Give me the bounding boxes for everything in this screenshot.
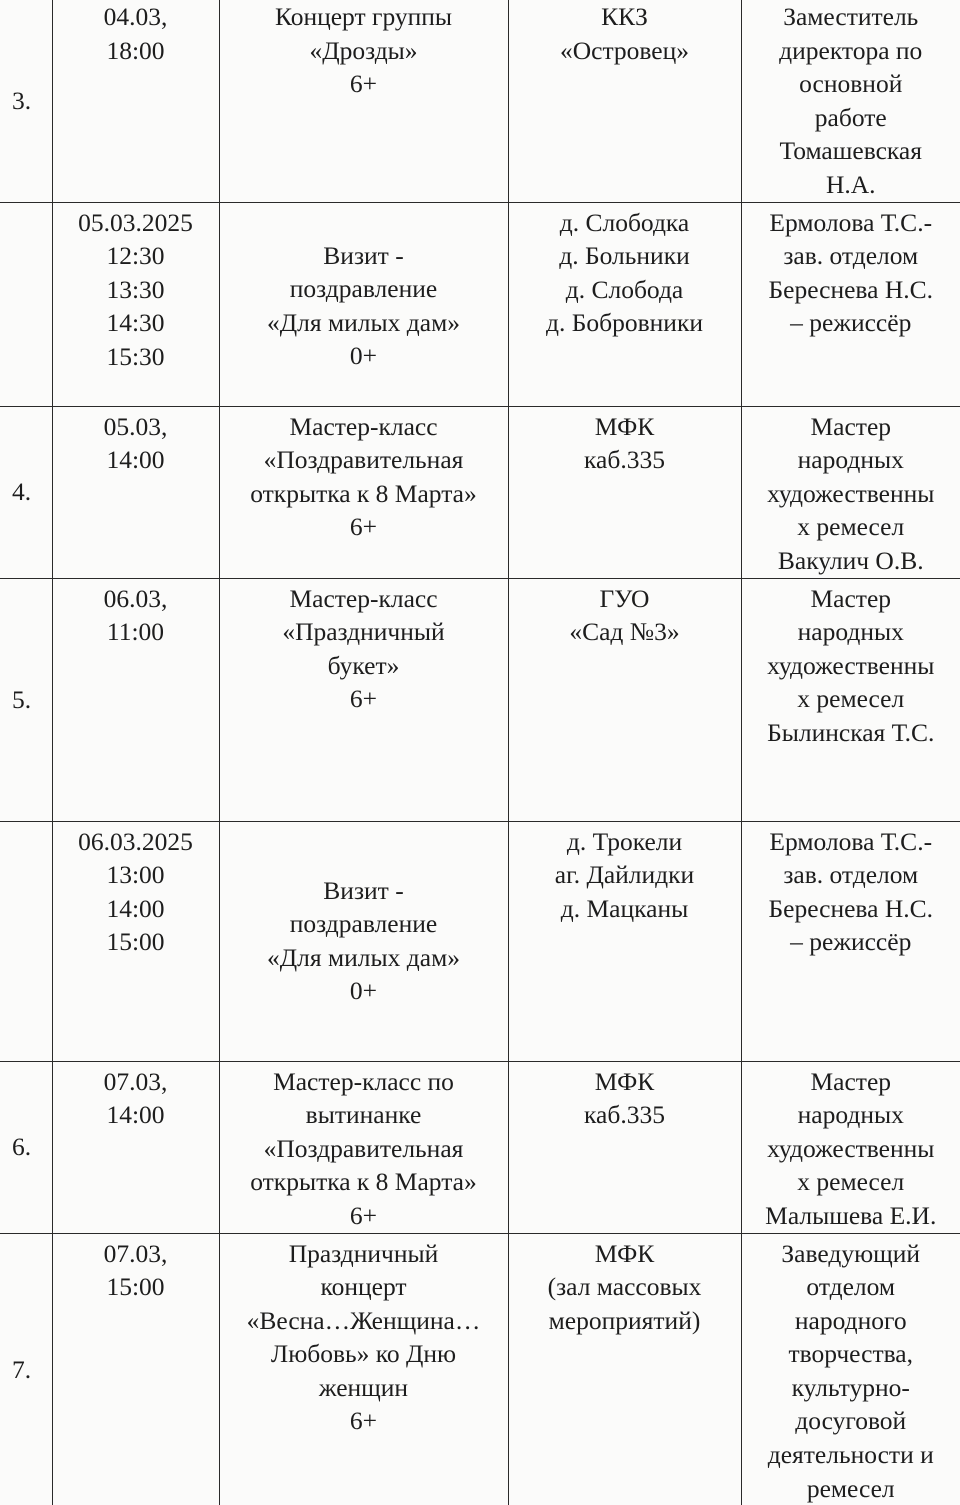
responsible-text: Береснева Н.С.: [742, 273, 960, 307]
date-text: 13:00: [53, 858, 219, 892]
event-text: «Для милых дам»: [220, 941, 508, 975]
date-text: 15:00: [53, 925, 219, 959]
event-text: 0+: [220, 974, 508, 1008]
date-cell: [52, 578, 219, 821]
num-cell: [0, 1233, 52, 1505]
date-text: 13:30: [53, 273, 219, 307]
responsible-text: Заведующий: [742, 1237, 960, 1271]
date-text: 15:00: [53, 1270, 219, 1304]
num-cell: [0, 1061, 52, 1233]
table-row: [0, 821, 960, 1061]
event-text: открытка к 8 Марта»: [220, 1165, 508, 1199]
place-text: каб.335: [509, 1098, 741, 1132]
table-row: [0, 1061, 960, 1233]
responsible-text: Малышева Е.И.: [742, 1199, 960, 1233]
place-text: д. Мацканы: [509, 892, 741, 926]
responsible-text: Береснева Н.С.: [742, 892, 960, 926]
date-text: 11:00: [53, 615, 219, 649]
place-text: аг. Дайлидки: [509, 858, 741, 892]
table-row: [0, 202, 960, 406]
event-text: 6+: [220, 510, 508, 544]
event-text: «Дрозды»: [220, 34, 508, 68]
responsible-text: Былинская Т.С.: [742, 716, 960, 750]
responsible-text: народных: [742, 615, 960, 649]
date-text: 06.03,: [53, 582, 219, 616]
row-number: 4.: [12, 477, 31, 506]
event-text: женщин: [220, 1371, 508, 1405]
date-cell: [52, 202, 219, 406]
event-text: Любовь» ко Дню: [220, 1337, 508, 1371]
responsible-text: Томашевская: [742, 134, 960, 168]
responsible-text: народных: [742, 443, 960, 477]
responsible-text: х ремесел: [742, 682, 960, 716]
place-text: МФК: [509, 1237, 741, 1271]
event-text: Концерт группы: [220, 0, 508, 34]
event-text: «Поздравительная: [220, 1132, 508, 1166]
responsible-text: работе: [742, 101, 960, 135]
place-text: «Островец»: [509, 34, 741, 68]
place-cell: [508, 578, 741, 821]
table-row: [0, 0, 960, 202]
event-text: «Для милых дам»: [220, 306, 508, 340]
place-cell: [508, 0, 741, 202]
event-cell: [219, 202, 508, 406]
event-text: 6+: [220, 1404, 508, 1438]
responsible-text: Мастер: [742, 1065, 960, 1099]
place-text: МФК: [509, 1065, 741, 1099]
place-text: (зал массовых: [509, 1270, 741, 1304]
event-cell: [219, 1233, 508, 1505]
date-text: 14:00: [53, 1098, 219, 1132]
date-text: 18:00: [53, 34, 219, 68]
date-text: 12:30: [53, 239, 219, 273]
responsible-text: досуговой: [742, 1404, 960, 1438]
responsible-text: художественны: [742, 477, 960, 511]
responsible-text: Вакулич О.В.: [742, 544, 960, 578]
date-text: 06.03.2025: [53, 825, 219, 859]
date-cell: [52, 1061, 219, 1233]
date-text: 05.03.2025: [53, 206, 219, 240]
responsible-text: основной: [742, 67, 960, 101]
event-text: концерт: [220, 1270, 508, 1304]
date-cell: [52, 406, 219, 578]
table-row: [0, 578, 960, 821]
event-text: букет»: [220, 649, 508, 683]
responsible-text: Н.А.: [742, 168, 960, 202]
responsible-text: директора по: [742, 34, 960, 68]
event-text: вытинанке: [220, 1098, 508, 1132]
event-text: Праздничный: [220, 1237, 508, 1271]
responsible-text: культурно-: [742, 1371, 960, 1405]
responsible-text: Заместитель: [742, 0, 960, 34]
place-cell: [508, 406, 741, 578]
row-number: 6.: [12, 1132, 31, 1161]
place-text: д. Больники: [509, 239, 741, 273]
date-text: 14:00: [53, 892, 219, 926]
event-text: Визит -: [220, 239, 508, 273]
event-text: 0+: [220, 339, 508, 373]
event-cell: [219, 578, 508, 821]
place-text: мероприятий): [509, 1304, 741, 1338]
responsible-text: народного: [742, 1304, 960, 1338]
responsible-text: художественны: [742, 1132, 960, 1166]
event-text: «Весна…Женщина…: [220, 1304, 508, 1338]
responsible-text: зав. отделом: [742, 239, 960, 273]
place-text: ГУО: [509, 582, 741, 616]
responsible-text: творчества,: [742, 1337, 960, 1371]
responsible-text: ремесел: [742, 1472, 960, 1505]
date-cell: [52, 821, 219, 1061]
responsible-cell: [741, 821, 960, 1061]
event-text: 6+: [220, 67, 508, 101]
responsible-text: художественны: [742, 649, 960, 683]
row-number: 3.: [12, 86, 31, 115]
responsible-text: х ремесел: [742, 1165, 960, 1199]
table-row: [0, 1233, 960, 1505]
place-text: ККЗ: [509, 0, 741, 34]
place-text: д. Бобровники: [509, 306, 741, 340]
responsible-text: Ермолова Т.С.-: [742, 206, 960, 240]
event-cell: [219, 1061, 508, 1233]
num-cell: [0, 0, 52, 202]
date-text: 05.03,: [53, 410, 219, 444]
responsible-cell: [741, 406, 960, 578]
table-row: [0, 406, 960, 578]
event-text: Визит -: [220, 874, 508, 908]
responsible-text: – режиссёр: [742, 306, 960, 340]
responsible-cell: [741, 1233, 960, 1505]
responsible-text: деятельности и: [742, 1438, 960, 1472]
responsible-text: – режиссёр: [742, 925, 960, 959]
event-cell: [219, 821, 508, 1061]
responsible-text: отделом: [742, 1270, 960, 1304]
responsible-cell: [741, 578, 960, 821]
num-cell: [0, 406, 52, 578]
event-text: поздравление: [220, 907, 508, 941]
place-cell: [508, 202, 741, 406]
date-text: 15:30: [53, 340, 219, 374]
place-text: д. Трокели: [509, 825, 741, 859]
num-cell: [0, 578, 52, 821]
event-text: Мастер-класс: [220, 410, 508, 444]
event-cell: [219, 0, 508, 202]
event-text: Мастер-класс: [220, 582, 508, 616]
place-cell: [508, 1233, 741, 1505]
place-text: «Сад №3»: [509, 615, 741, 649]
event-text: «Поздравительная: [220, 443, 508, 477]
responsible-cell: [741, 1061, 960, 1233]
date-text: 07.03,: [53, 1237, 219, 1271]
date-cell: [52, 0, 219, 202]
date-text: 07.03,: [53, 1065, 219, 1099]
num-cell: [0, 821, 52, 1061]
event-text: поздравление: [220, 272, 508, 306]
responsible-text: Мастер: [742, 410, 960, 444]
row-number: 5.: [12, 685, 31, 714]
place-text: МФК: [509, 410, 741, 444]
responsible-text: зав. отделом: [742, 858, 960, 892]
responsible-text: Мастер: [742, 582, 960, 616]
event-text: открытка к 8 Марта»: [220, 477, 508, 511]
date-text: 04.03,: [53, 0, 219, 34]
place-cell: [508, 1061, 741, 1233]
event-text: «Праздничный: [220, 615, 508, 649]
responsible-text: х ремесел: [742, 510, 960, 544]
row-number: 7.: [12, 1355, 31, 1384]
place-cell: [508, 821, 741, 1061]
date-text: 14:30: [53, 306, 219, 340]
responsible-text: Ермолова Т.С.-: [742, 825, 960, 859]
event-text: Мастер-класс по: [220, 1065, 508, 1099]
date-cell: [52, 1233, 219, 1505]
num-cell: [0, 202, 52, 406]
date-text: 14:00: [53, 443, 219, 477]
event-cell: [219, 406, 508, 578]
responsible-cell: [741, 202, 960, 406]
responsible-text: народных: [742, 1098, 960, 1132]
responsible-cell: [741, 0, 960, 202]
place-text: д. Слобода: [509, 273, 741, 307]
event-text: 6+: [220, 1199, 508, 1233]
place-text: каб.335: [509, 443, 741, 477]
place-text: д. Слободка: [509, 206, 741, 240]
event-text: 6+: [220, 682, 508, 716]
